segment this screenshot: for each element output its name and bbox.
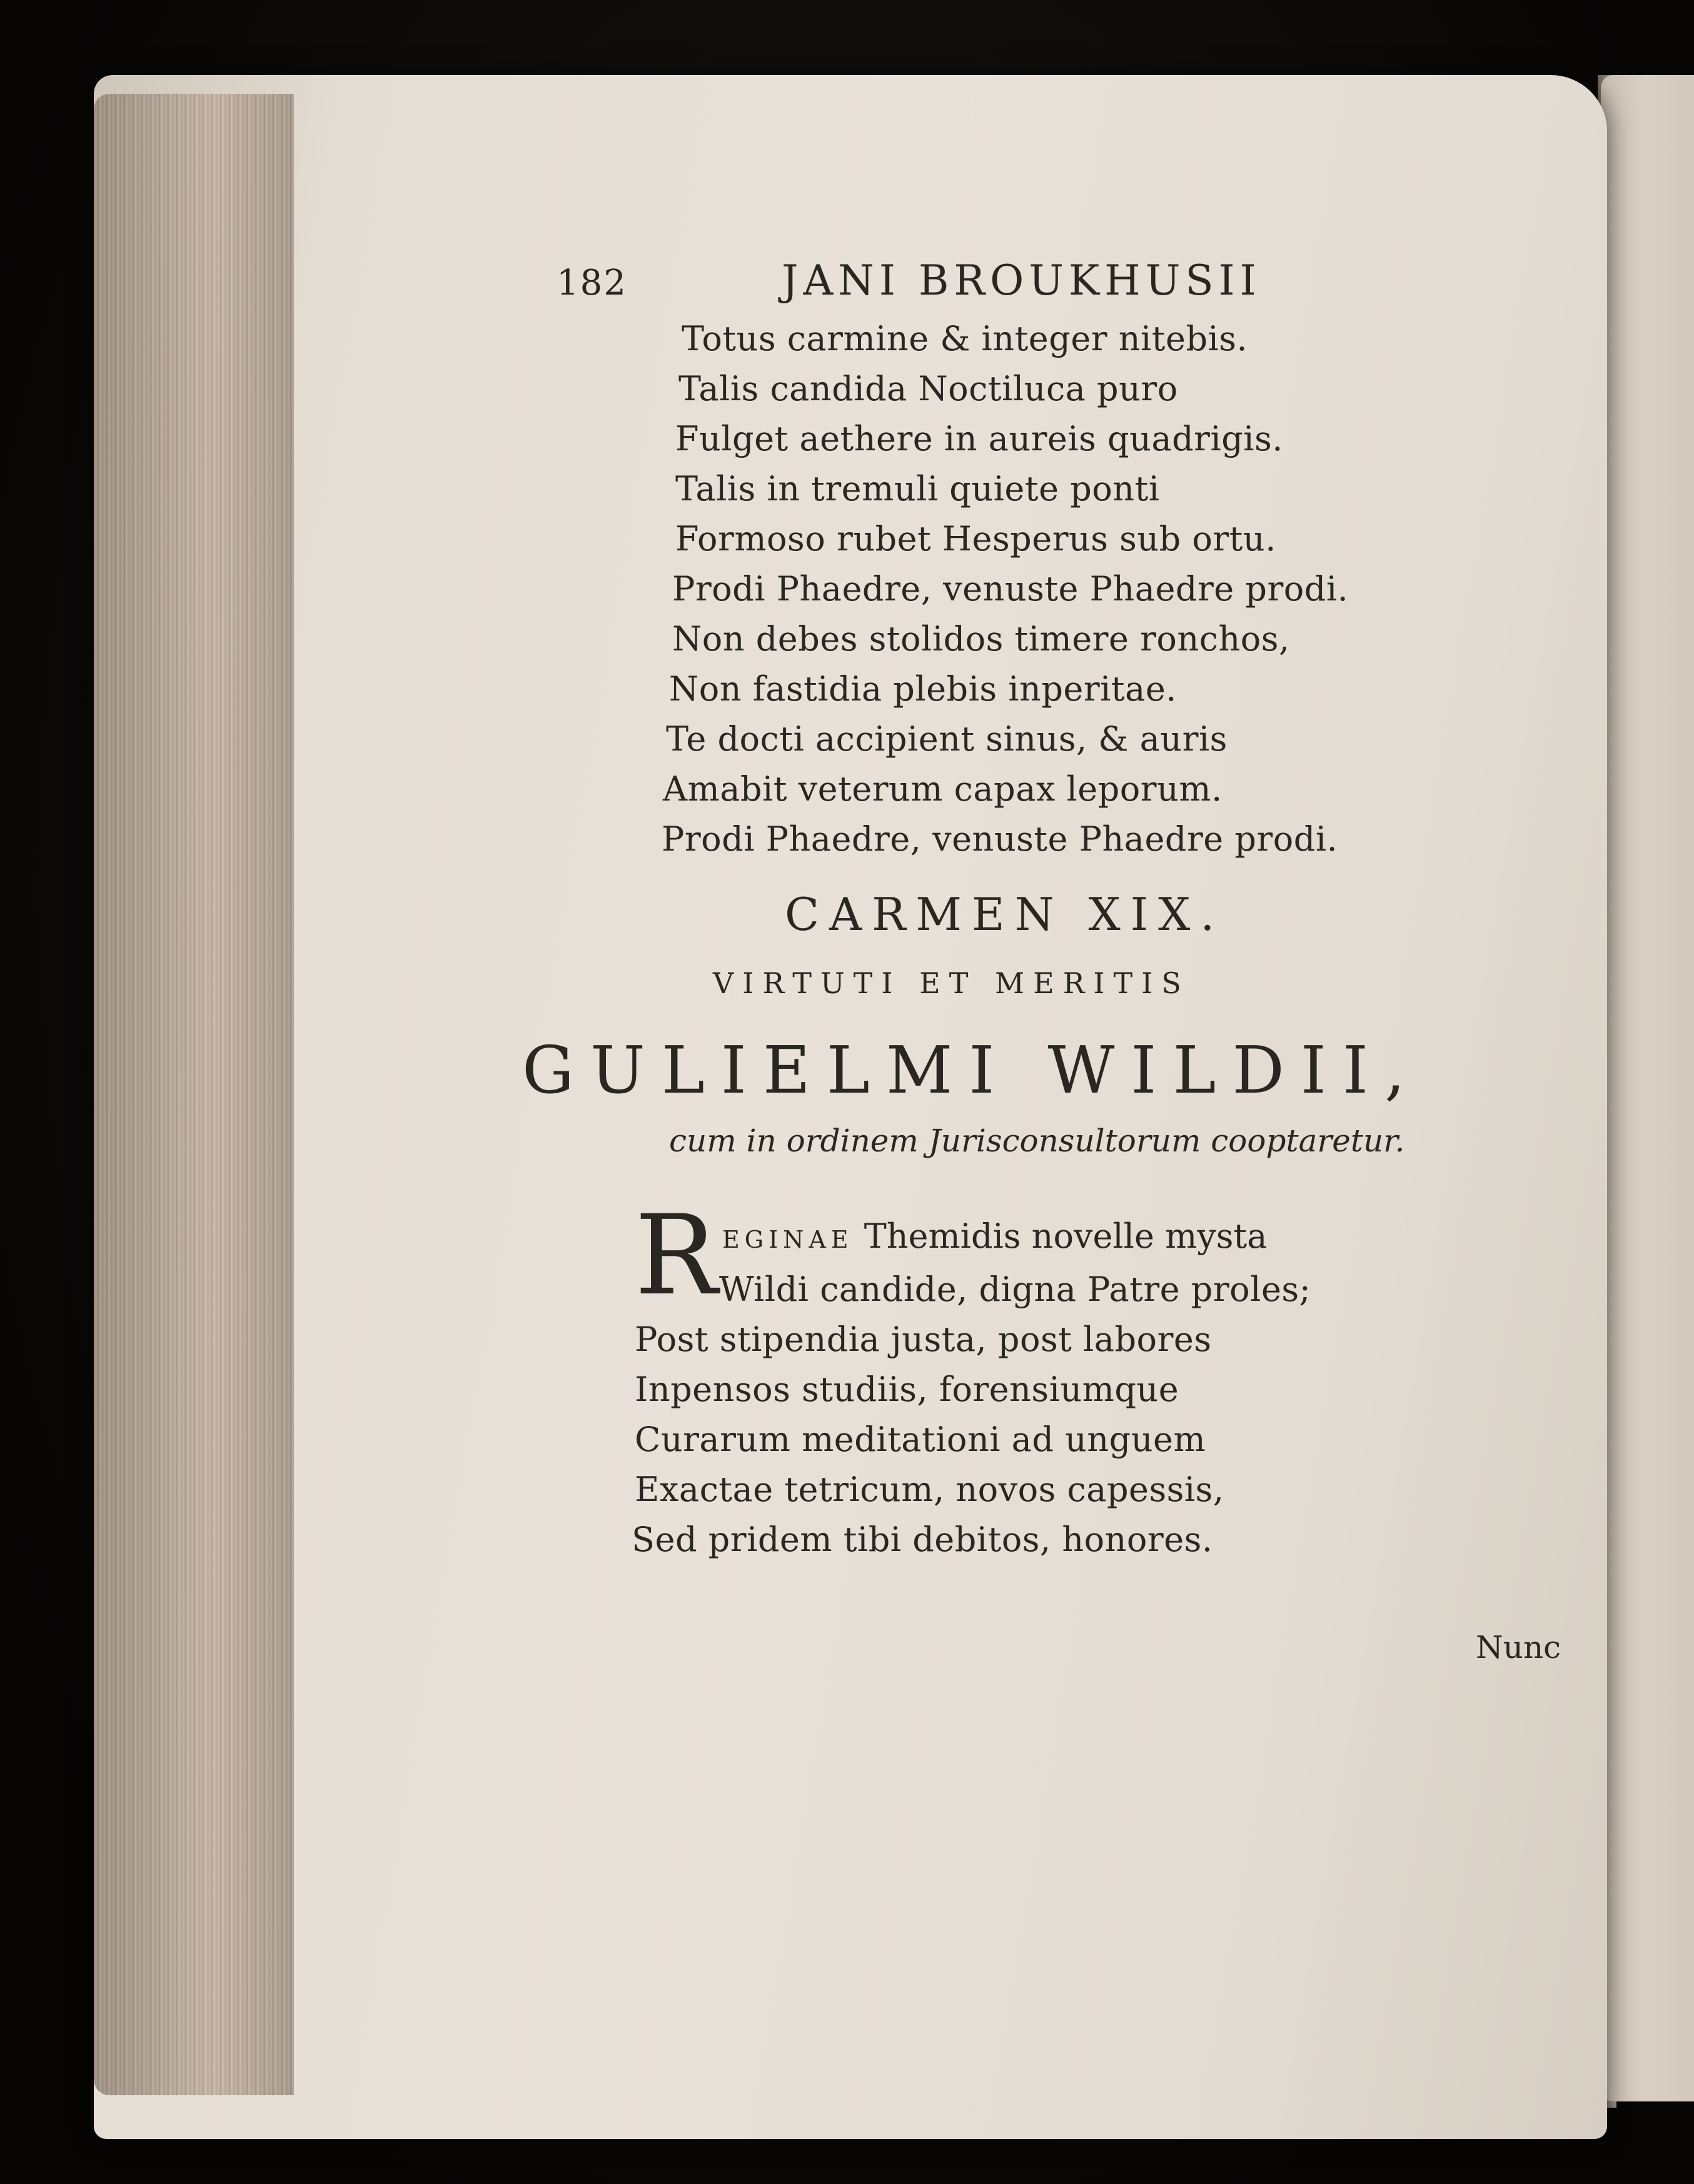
- running-title: JANI BROUKHUSII: [782, 256, 1261, 305]
- poem-first-line: [722, 1216, 1267, 1256]
- first-word-small-caps: EGINAE: [722, 1226, 854, 1253]
- verse-line: Amabit veterum capax leporum.: [663, 769, 1223, 809]
- poem-title: CARMEN XIX.: [785, 888, 1225, 941]
- poem-line: Inpensos studiis, forensiumque: [635, 1370, 1179, 1409]
- poem-dedication: VIRTUTI ET MERITIS: [713, 966, 1190, 1000]
- verse-line: Talis candida Noctiluca puro: [678, 369, 1178, 408]
- verse-line: Talis in tremuli quiete ponti: [675, 469, 1160, 508]
- poem-line: Sed pridem tibi debitos, honores.: [632, 1520, 1213, 1559]
- poem-occasion: cum in ordinem Jurisconsultorum cooptaretur.: [669, 1123, 1405, 1159]
- poem-line: Wildi candide, digna Patre proles;: [719, 1270, 1311, 1309]
- verse-line: Non debes stolidos timere ronchos,: [672, 619, 1290, 659]
- verse-line: Prodi Phaedre, venuste Phaedre prodi.: [672, 569, 1349, 609]
- verse-line: Formoso rubet Hesperus sub ortu.: [675, 519, 1276, 559]
- drop-cap: R: [635, 1191, 718, 1320]
- catchword: Nunc: [1476, 1629, 1561, 1666]
- page-number: 182: [557, 263, 627, 303]
- verse-line: Prodi Phaedre, venuste Phaedre prodi.: [662, 819, 1338, 859]
- poem-line: Exactae tetricum, novos capessis,: [635, 1470, 1224, 1509]
- dedicatee-name: GULIELMI WILDII,: [522, 1032, 1422, 1108]
- poem-line: Post stipendia justa, post labores: [635, 1320, 1212, 1359]
- verse-line: Totus carmine & integer nitebis.: [682, 319, 1248, 358]
- verse-line: Te docti accipient sinus, & auris: [666, 719, 1228, 759]
- verse-line: Fulget aethere in aureis quadrigis.: [675, 419, 1283, 458]
- first-line-text: Themidis novelle mysta: [864, 1216, 1268, 1256]
- verse-line: Non fastidia plebis inperitae.: [669, 669, 1177, 709]
- poem-line: Curarum meditationi ad unguem: [635, 1420, 1206, 1459]
